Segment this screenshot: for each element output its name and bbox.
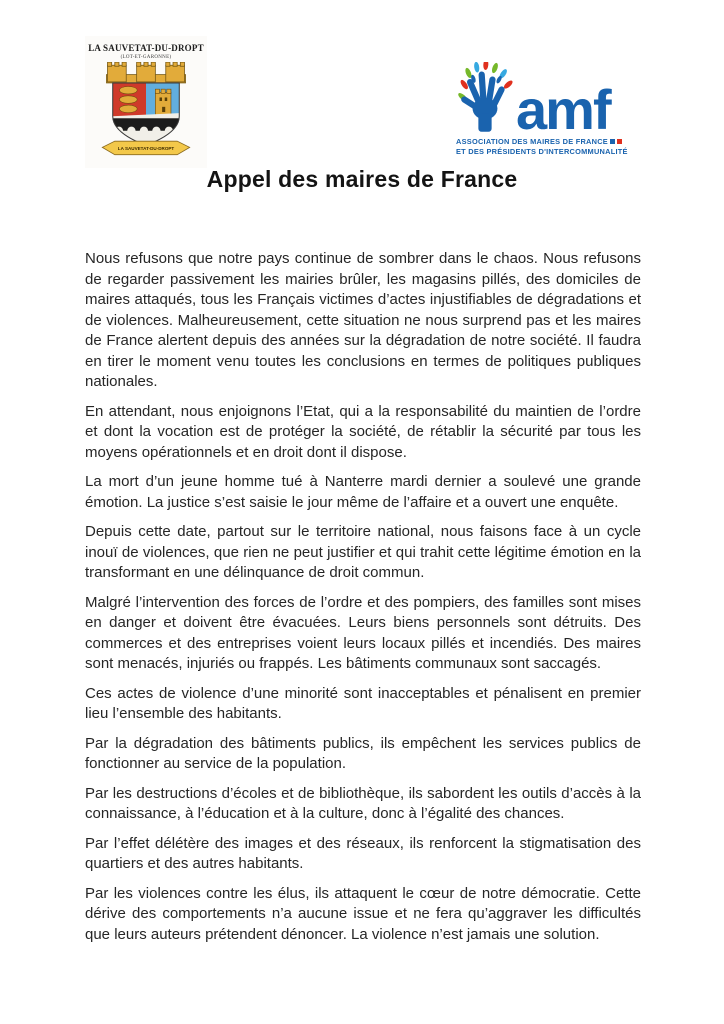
paragraph: Nous refusons que notre pays continue de sombrer dans le chaos. Nous refusons de regarder passivement les mairies brûler, les magasins pillés, des domiciles de maires attaqués, tous les Français victimes d’actes injustifiables de dégradations et de violences. Malheureusement, cette situation ne nous surprend pas et les maires de France alertent depuis des années sur la dégradation de notre société. Il faudra en tirer le moment venu toutes les conclusions en termes de politiques publiques nationales.	[85, 250, 641, 390]
paragraph: Depuis cette date, partout sur le territoire national, nous faisons face à un cycle inouï de violences, que rien ne peut justifier et qui trahit cette légitime émotion en la transformant en une délinquance de droit commun.	[85, 523, 641, 581]
commune-department: (LOT-ET-GARONNE)	[120, 55, 172, 60]
paragraph: Ces actes de violence d’une minorité sont inacceptables et pénalisent en premier lieu l’ensemble des habitants.	[85, 684, 641, 722]
coat-of-arms-icon	[94, 62, 198, 160]
amf-subtitle-line1	[456, 137, 646, 147]
paragraph: Par les violences contre les élus, ils attaquent le cœur de notre démocratie. Cette dérive des comportements n’a aucune issue et ne fera qu’aggraver les difficultés que leurs auteurs prétendent dénoncer. La violence n’est jamais une solution.	[85, 884, 641, 943]
french-flag-icon	[617, 139, 622, 144]
french-flag-icon	[610, 139, 615, 144]
amf-subtitle-line2: ET DES PRÉSIDENTS D'INTERCOMMUNALITÉ	[456, 146, 628, 156]
amf-subtitle	[456, 137, 646, 157]
paragraph: Malgré l’intervention des forces de l’ordre et des pompiers, des familles sont mises en danger et doivent être évacuées. Leurs biens personnels sont détruits. Des commerces et des entreprises voient leurs locaux pillés et incendiés. Des maires sont menacés, injuriés ou frappés. Les bâtiments communaux sont saccagés.	[85, 593, 641, 672]
paragraph: Par l’effet délétère des images et des réseaux, ils renforcent la stigmatisation des quartiers et des autres habitants.	[85, 834, 641, 872]
commune-logo	[85, 36, 207, 168]
amf-subtitle-line1-text: ASSOCIATION DES MAIRES DE FRANCE	[456, 137, 608, 146]
commune-banner-text: LA SAUVETAT-DU-DROPT	[117, 146, 175, 152]
paragraph: La mort d’un jeune homme tué à Nanterre mardi dernier a soulevé une grande émotion. La justice s’est saisie le jour même de l’affaire et a ouvert une enquête.	[85, 473, 641, 511]
amf-acronym: amf	[516, 78, 610, 142]
document-body	[85, 249, 641, 954]
amf-logo	[456, 62, 646, 157]
commune-name: LA SAUVETAT-DU-DROPT	[88, 43, 204, 53]
hand-tree-icon	[456, 62, 514, 132]
paragraph: Par la dégradation des bâtiments publics, ils empêchent les services publics de fonctionner au service de la population.	[85, 734, 641, 772]
page-title: Appel des maires de France	[206, 166, 518, 192]
paragraph: Par les destructions d’écoles et de bibliothèque, ils sabordent les outils d’accès à la connaissance, à l’éducation et à la culture, donc à l’égalité des chances.	[85, 784, 641, 822]
paragraph: En attendant, nous enjoignons l’Etat, qui a la responsabilité du maintien de l’ordre et dont la vocation est de protéger la société, de rétablir la sécurité par tous les moyens opérationnels et en droit dont il dispose.	[85, 402, 641, 461]
